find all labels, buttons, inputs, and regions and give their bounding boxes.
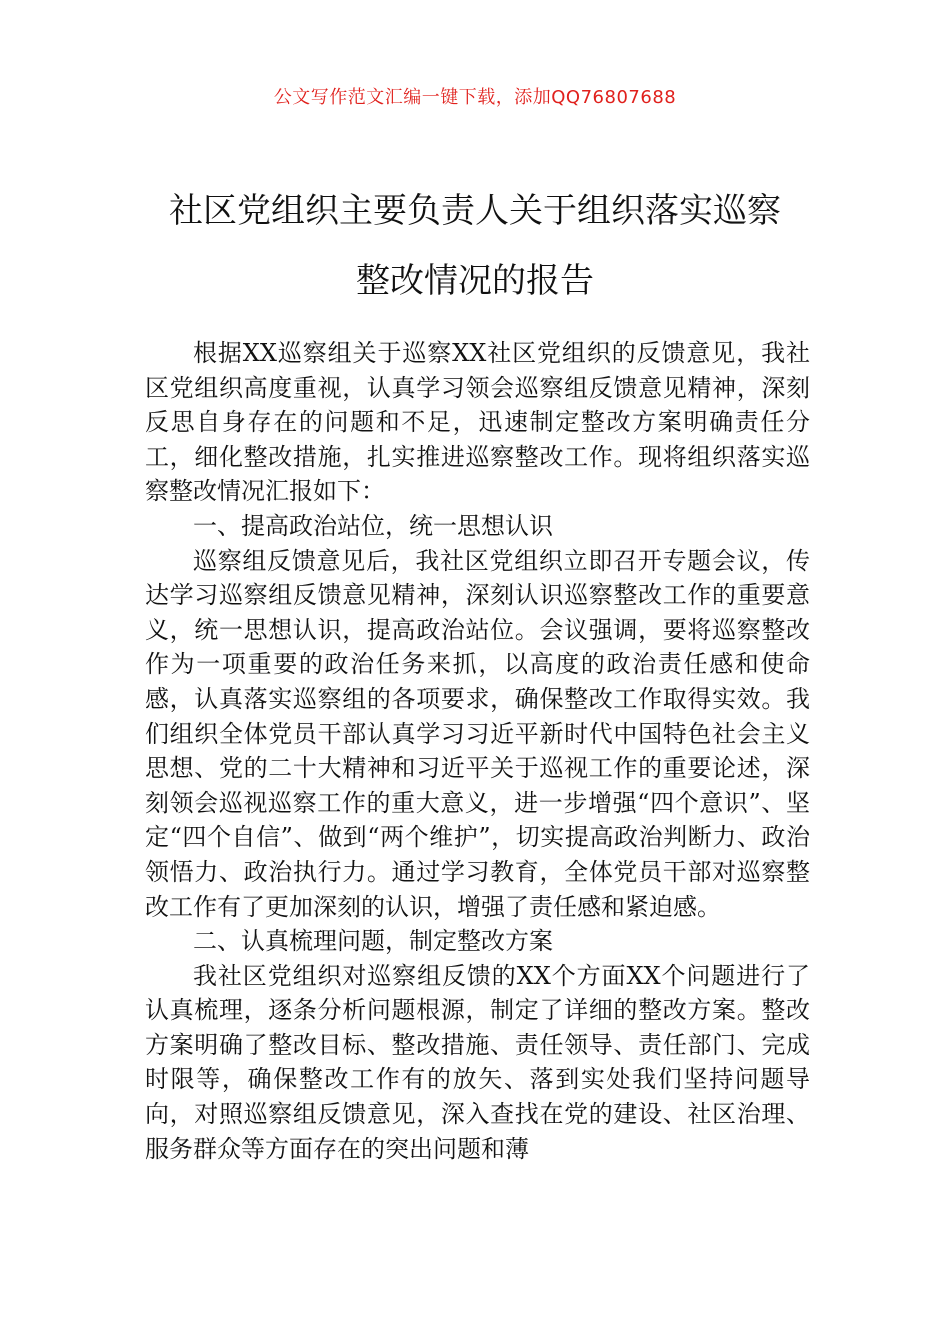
- title-line-2: 整改情况的报告: [356, 261, 594, 301]
- document-title: [120, 176, 830, 316]
- intro-paragraph: 根据XX巡察组关于巡察XX社区党组织的反馈意见，我社区党组织高度重视，认真学习领会巡察组反馈意见精神，深刻反思自身存在的问题和不足，迅速制定整改方案明确责任分工，细化整改措施，扎实推进巡察整改工作。现将组织落实巡察整改情况汇报如下：: [145, 339, 810, 506]
- title-line-1: 社区党组织主要负责人关于组织落实巡察: [169, 191, 781, 231]
- document-body: [145, 336, 810, 1166]
- download-notice: 公文写作范文汇编一键下载，添加QQ76807688: [273, 87, 677, 108]
- section-2-paragraph: 我社区党组织对巡察组反馈的XX个方面XX个问题进行了认真梳理，逐条分析问题根源，制定了详细的整改方案。整改方案明确了整改目标、整改措施、责任领导、责任部门、完成时限等，确保整改工作有的放矢、落到实处我们坚持问题导向，对照巡察组反馈意见，深入查找在党的建设、社区治理、服务群众等方面存在的突出问题和薄: [145, 961, 810, 1163]
- section-heading-2: 二、认真梳理问题，制定整改方案: [193, 927, 553, 956]
- section-1-paragraph: 巡察组反馈意见后，我社区党组织立即召开专题会议，传达学习巡察组反馈意见精神，深刻认识巡察整改工作的重要意义，统一思想认识，提高政治站位。会议强调，要将巡察整改作为一项重要的政治任务来抓，以高度的政治责任感和使命感，认真落实巡察组的各项要求，确保整改工作取得实效。我们组织全体党员干部认真学习习近平新时代中国特色社会主义思想、党的二十大精神和习近平关于巡视工作的重要论述，深刻领会巡视巡察工作的重大意义，进一步增强“四个意识”、坚定“四个自信”、做到“两个维护”，切实提高政治判断力、政治领悟力、政治执行力。通过学习教育，全体党员干部对巡察整改工作有了更加深刻的认识，增强了责任感和紧迫感。: [145, 546, 810, 921]
- section-heading-1: 一、提高政治站位，统一思想认识: [193, 511, 553, 540]
